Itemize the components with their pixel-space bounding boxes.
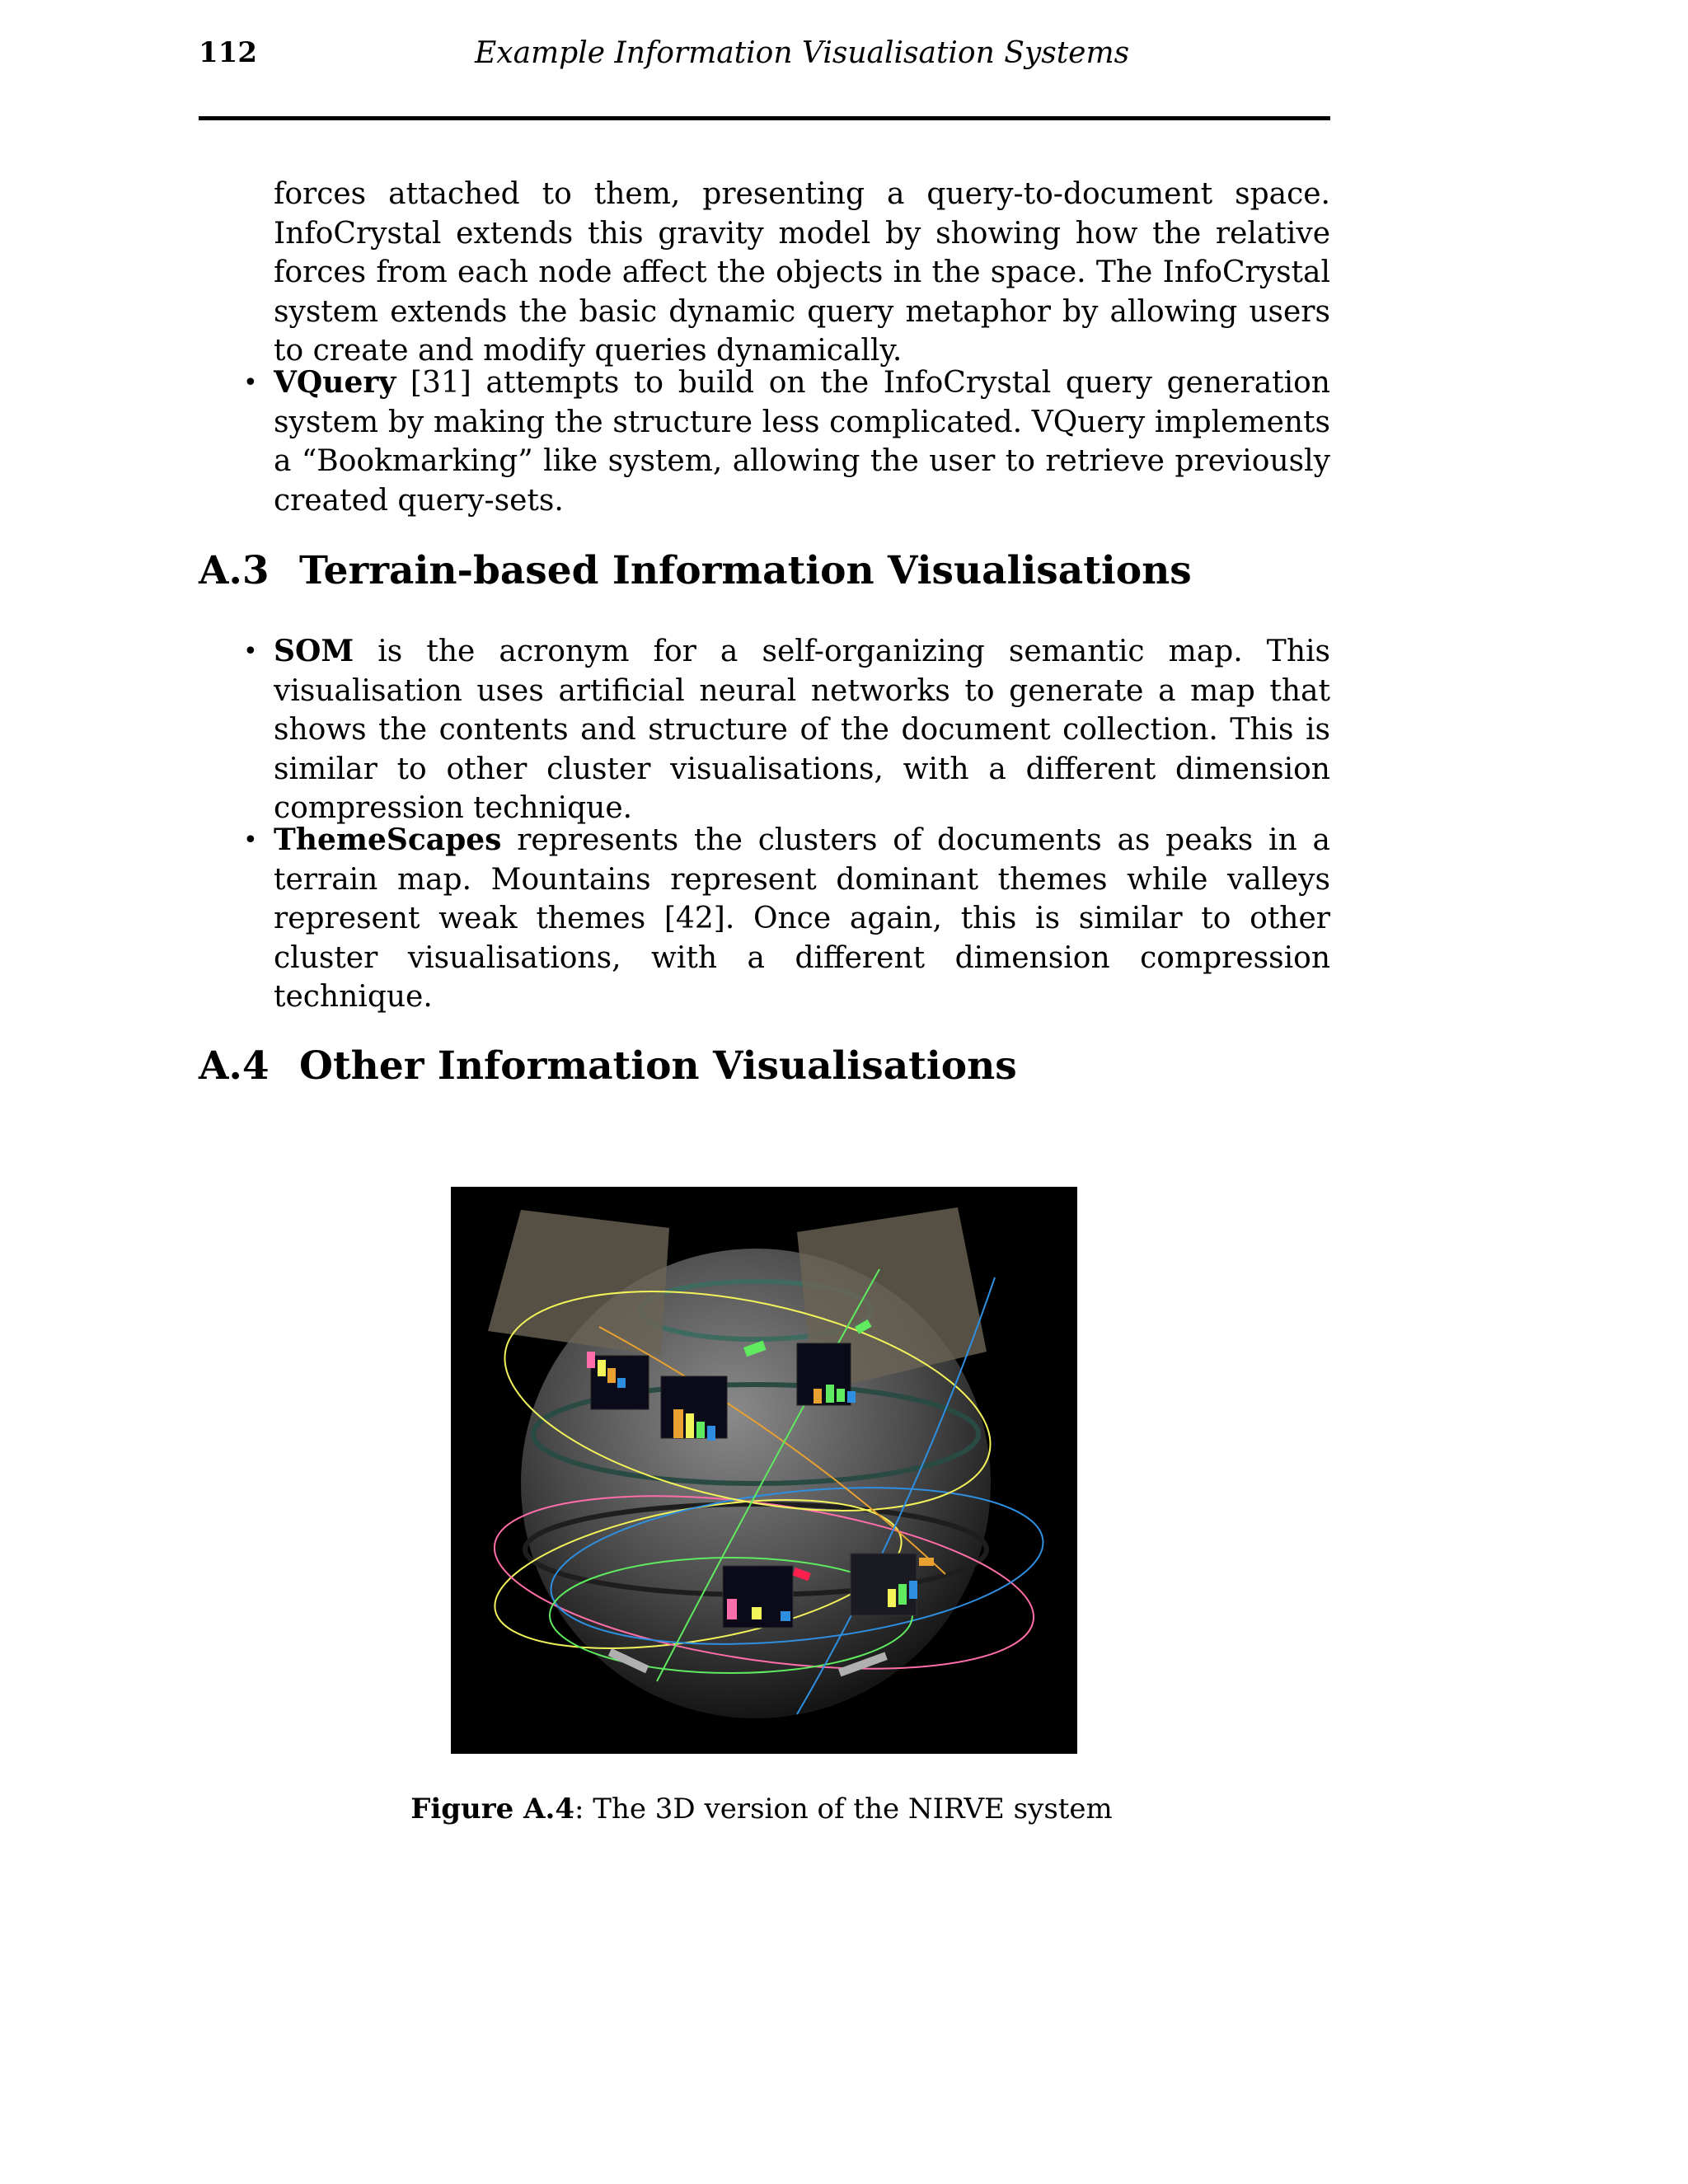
bullet-som: • bbox=[243, 637, 258, 666]
infocrystal-continuation-paragraph: forces attached to them, presenting a query-to-document space. InfoCrystal extends this gravity model by showing how the relative forces from each node affect the objects in the space. The InfoCrystal system extends the basic dynamic query metaphor by allowing users to create and modify queries dynamically. bbox=[274, 177, 1330, 368]
query-panel-left bbox=[488, 1210, 669, 1356]
vquery-term: VQuery bbox=[274, 365, 396, 400]
themescapes-paragraph bbox=[274, 821, 1330, 1017]
figure-label: Figure A.4 bbox=[410, 1793, 575, 1825]
themescapes-term: ThemeScapes bbox=[274, 823, 502, 857]
som-paragraph bbox=[274, 632, 1330, 828]
header-rule bbox=[199, 116, 1330, 120]
section-title-a3: Terrain-based Information Visualisations bbox=[299, 548, 1192, 593]
som-text: is the acronym for a self-organizing semantic map. This visualisation uses artificial neural networks to generate a map that shows the contents and structure of the document collection. This is similar to other cluster visualisations, with a different dimension compression technique. bbox=[274, 635, 1330, 825]
running-head bbox=[199, 36, 1330, 73]
section-title-a4: Other Information Visualisations bbox=[299, 1043, 1017, 1089]
section-heading-a3 bbox=[199, 548, 1192, 593]
bullet-themescapes: • bbox=[243, 826, 258, 855]
figure-caption bbox=[0, 1793, 1523, 1825]
section-number-a3: A.3 bbox=[199, 548, 270, 593]
figure-caption-text: : The 3D version of the NIRVE system bbox=[574, 1793, 1113, 1825]
themescapes-text: represents the clusters of documents as peaks in a terrain map. Mountains represent dominant themes while valleys represent weak themes [42]. Once again, this is similar to other cluster visualisations, with a different dimension compression technique. bbox=[274, 823, 1330, 1014]
section-number-a4: A.4 bbox=[199, 1043, 270, 1089]
som-term: SOM bbox=[274, 634, 354, 668]
nirve-sphere-image bbox=[451, 1187, 1077, 1754]
vquery-paragraph bbox=[274, 363, 1330, 520]
vquery-text: [31] attempts to build on the InfoCrystal query generation system by making the structure less complicated. VQuery implements a “Bookmarking” like system, allowing the user to retrieve previously created query-sets. bbox=[274, 366, 1330, 518]
nirve-3d-figure bbox=[451, 1187, 1077, 1754]
page-number: 112 bbox=[199, 36, 257, 69]
running-title: Example Information Visualisation Systems bbox=[475, 36, 1130, 70]
bullet-vquery: • bbox=[243, 368, 258, 397]
section-heading-a4 bbox=[199, 1043, 1017, 1089]
